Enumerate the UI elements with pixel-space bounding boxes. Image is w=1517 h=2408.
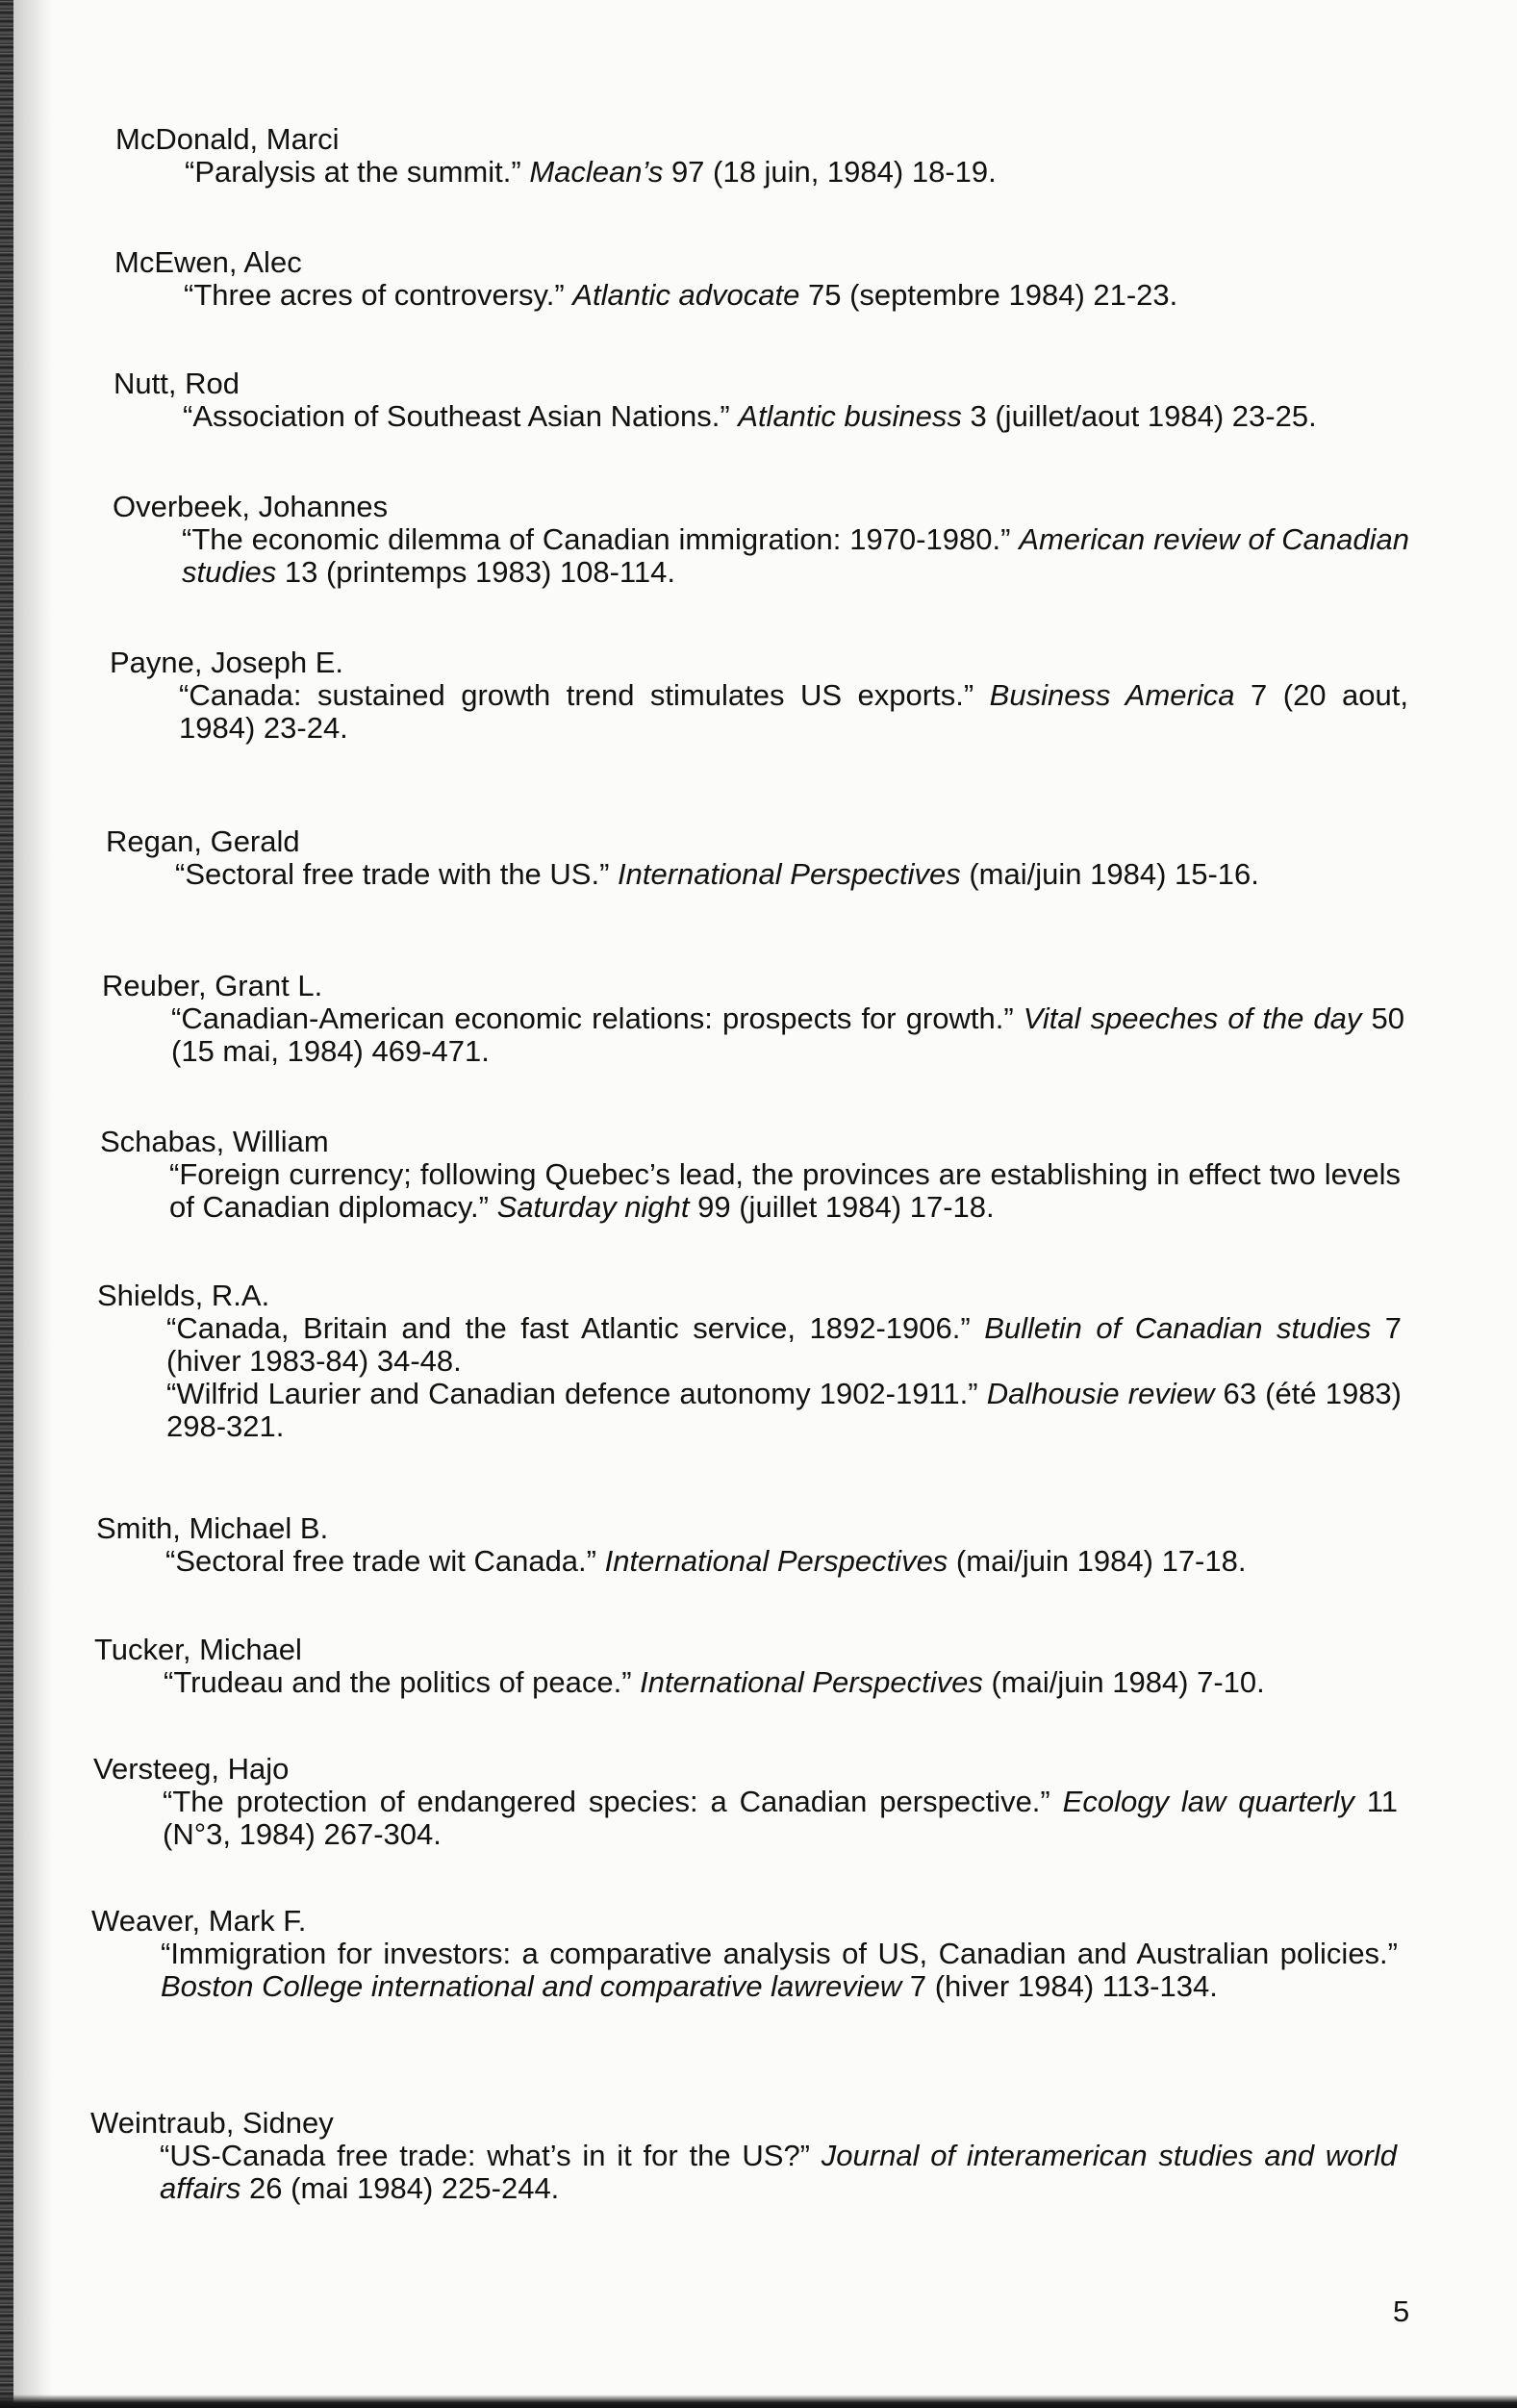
entry-author: Shields, R.A. — [97, 1279, 270, 1312]
citation-journal: Dalhousie review — [986, 1377, 1215, 1410]
entry-author: McDonald, Marci — [115, 122, 340, 156]
citation-details: 99 (juillet 1984) 17-18. — [689, 1190, 995, 1224]
bibliography-entry — [100, 1126, 1401, 1224]
citation-journal: Saturday night — [496, 1190, 690, 1224]
citation-journal: Vital speeches of the day — [1023, 1001, 1362, 1035]
bibliography-entry — [113, 491, 1409, 589]
bibliography-entry — [114, 246, 1403, 312]
citation-journal: Business America — [989, 678, 1235, 712]
scan-shadow-left — [0, 0, 13, 2408]
entry-citation — [169, 1158, 1401, 1224]
citation-details: 7 (hiver 1984) 113-134. — [901, 1969, 1218, 2003]
entry-citation — [163, 1786, 1398, 1851]
entry-author: Weaver, Mark F. — [91, 1904, 307, 1938]
entry-author: McEwen, Alec — [114, 245, 302, 279]
citation-details: 7 (hiver 1983-84) 34-48. — [166, 1311, 1402, 1378]
citation-title: “Three acres of controversy.” — [184, 278, 573, 312]
citation-details: 50 (15 mai, 1984) 469-471. — [171, 1001, 1404, 1068]
bibliography-entry — [91, 1905, 1398, 2003]
citation-title: “Wilfrid Laurier and Canadian defence autonomy 1902-1911.” — [166, 1377, 987, 1410]
bibliography-entry — [93, 1753, 1398, 1851]
scan-shadow-left-soft — [13, 0, 52, 2408]
citation-journal: Atlantic advocate — [572, 278, 800, 312]
citation-details: 75 (septembre 1984) 21-23. — [799, 278, 1178, 312]
citation-journal: Boston College international and comparative lawreview — [161, 1969, 902, 2003]
citation-details: 13 (printemps 1983) 108-114. — [276, 555, 675, 589]
citation-title: “Sectoral free trade wit Canada.” — [165, 1544, 605, 1578]
citation-details: 11 (N°3, 1984) 267-304. — [163, 1785, 1398, 1851]
citation-title: “Canada: sustained growth trend stimulates US exports.” — [179, 678, 990, 712]
bibliography-entry — [110, 646, 1408, 745]
entry-citation — [166, 1312, 1402, 1378]
entry-author: Reuber, Grant L. — [102, 969, 323, 1002]
citation-journal: Atlantic business — [738, 399, 962, 433]
citation-title: “Trudeau and the politics of peace.” — [164, 1665, 641, 1699]
citation-title: “US-Canada free trade: what’s in it for the US?” — [160, 2139, 822, 2172]
citation-journal: International Perspectives — [604, 1544, 948, 1578]
citation-details: 26 (mai 1984) 225-244. — [240, 2171, 560, 2205]
citation-journal: Bulletin of Canadian studies — [984, 1311, 1372, 1345]
citation-journal: International Perspectives — [640, 1665, 983, 1699]
entry-citation — [164, 1666, 1383, 1699]
citation-title: “Canada, Britain and the fast Atlantic service, 1892-1906.” — [166, 1311, 985, 1345]
bibliography-entry — [114, 368, 1403, 433]
entry-citation — [179, 679, 1408, 745]
entry-citation — [182, 523, 1409, 589]
entry-citation — [161, 1938, 1398, 2003]
entry-citation — [166, 1378, 1402, 1443]
entry-citation — [165, 1545, 1385, 1578]
citation-details: 7 (20 aout, 1984) 23-24. — [179, 678, 1408, 745]
entry-citation — [185, 156, 1404, 189]
entry-citation — [184, 279, 1403, 312]
citation-title: “Sectoral free trade with the US.” — [175, 857, 619, 891]
page-number: 5 — [1393, 2294, 1410, 2328]
citation-details: (mai/juin 1984) 15-16. — [960, 857, 1259, 891]
entry-author: Regan, Gerald — [106, 824, 300, 858]
entry-author: Overbeek, Johannes — [113, 490, 389, 523]
bibliography-entry — [102, 970, 1404, 1068]
citation-details: (mai/juin 1984) 17-18. — [948, 1544, 1247, 1578]
citation-title: “Association of Southeast Asian Nations.” — [183, 399, 739, 433]
scan-shadow-bottom — [0, 2395, 1517, 2408]
entry-author: Payne, Joseph E. — [110, 646, 343, 679]
citation-title: “Immigration for investors: a comparative analysis of US, Canadian and Australian policies.” — [161, 1937, 1398, 1970]
citation-details: 3 (juillet/aout 1984) 23-25. — [961, 399, 1317, 433]
entry-author: Tucker, Michael — [94, 1633, 302, 1666]
bibliography-entry — [90, 2107, 1397, 2205]
entry-author: Nutt, Rod — [114, 367, 240, 400]
citation-journal: Maclean’s — [529, 155, 664, 189]
citation-journal: Ecology law quarterly — [1062, 1785, 1354, 1818]
entry-author: Versteeg, Hajo — [93, 1752, 290, 1786]
entry-author: Smith, Michael B. — [96, 1511, 329, 1545]
citation-title: “The economic dilemma of Canadian immigration: 1970-1980.” — [182, 522, 1020, 556]
citation-title: “Foreign currency; following Quebec’s lead, the provinces are establishing in effect two levels of Canadian diplomacy.” — [169, 1157, 1401, 1224]
citation-title: “The protection of endangered species: a Canadian perspective.” — [163, 1785, 1063, 1818]
citation-title: “Paralysis at the summit.” — [185, 155, 530, 189]
bibliography-entry — [96, 1512, 1385, 1578]
citation-details: 97 (18 juin, 1984) 18-19. — [663, 155, 997, 189]
entry-author: Schabas, William — [100, 1125, 329, 1158]
citation-details: 63 (été 1983) 298-321. — [166, 1377, 1402, 1443]
entry-author: Weintraub, Sidney — [90, 2106, 334, 2140]
bibliography-entry — [94, 1634, 1383, 1699]
citation-title: “Canadian-American economic relations: prospects for growth.” — [171, 1001, 1024, 1035]
entry-citation — [183, 400, 1403, 433]
citation-journal: American review of Canadian studies — [182, 522, 1409, 589]
entry-citation — [175, 858, 1395, 891]
bibliography-entry — [106, 825, 1395, 891]
citation-journal: Journal of interamerican studies and world affairs — [160, 2139, 1397, 2205]
bibliography-entry — [115, 123, 1404, 189]
citation-details: (mai/juin 1984) 7-10. — [982, 1665, 1265, 1699]
bibliography-entry — [97, 1280, 1402, 1443]
entry-citation — [160, 2140, 1397, 2205]
citation-journal: International Perspectives — [618, 857, 961, 891]
entry-citation — [171, 1002, 1404, 1068]
